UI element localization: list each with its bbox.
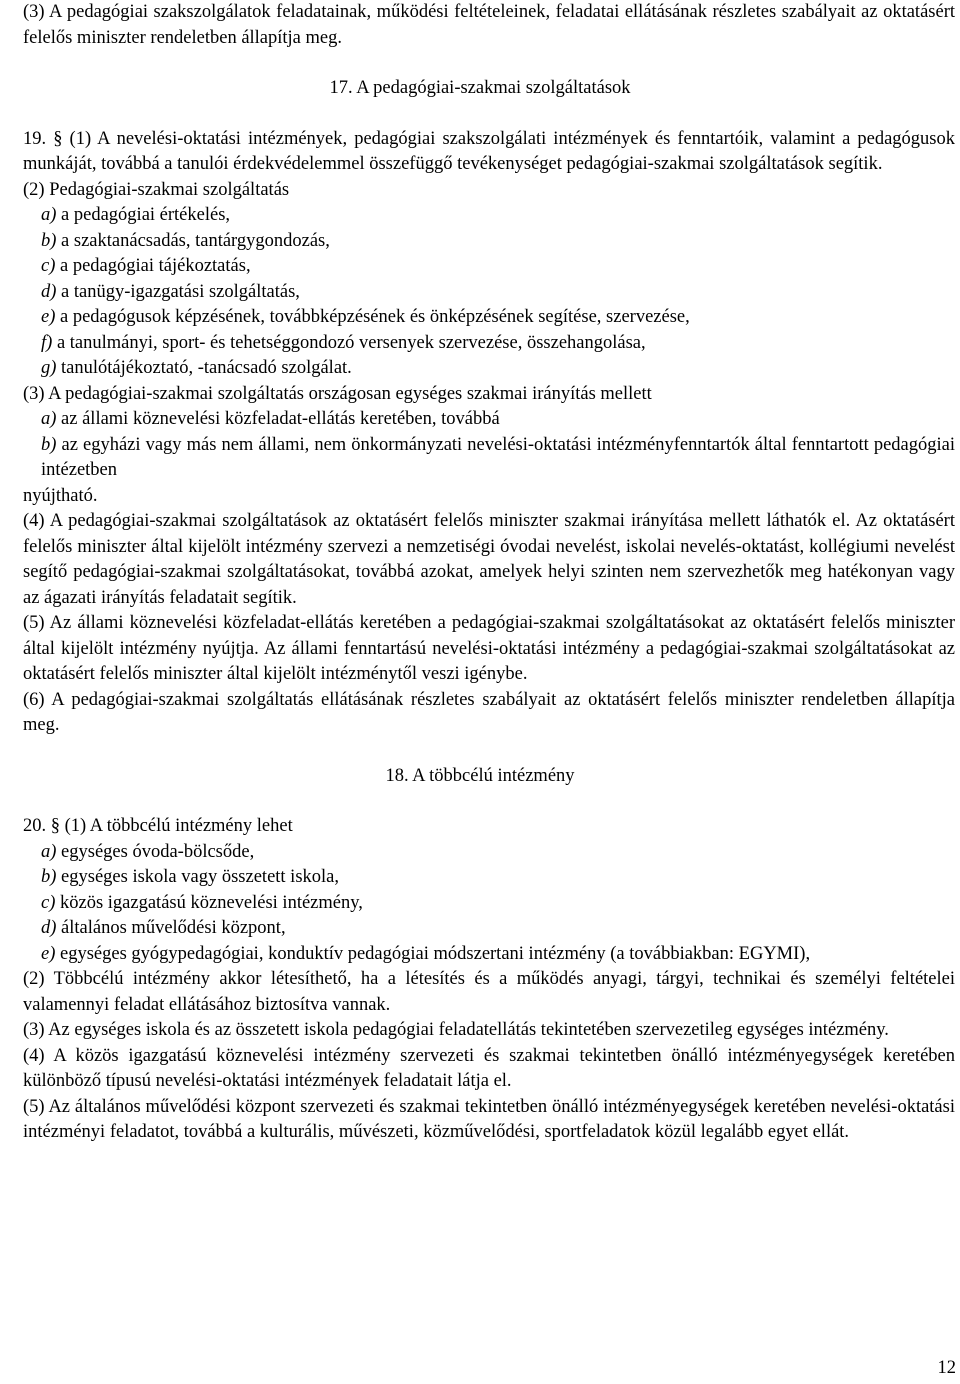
list-text: a pedagógusok képzésének, továbbképzésének és önképzésének segítése, szervezése, xyxy=(55,307,690,327)
list-marker: d) xyxy=(41,918,57,938)
paragraph: 19. § (1) A nevelési-oktatási intézmények, pedagógiai szakszolgálati intézmények és fenntartóik, valamint a pedagógusok munkáját, továbbá a tanulói érdekvédelemmel összefüggő tevékenységet pedagógiai-szakmai szolgáltatások segítik. xyxy=(23,128,955,174)
paragraph: 20. § (1) A többcélú intézmény lehet xyxy=(23,816,293,836)
list-marker: a) xyxy=(41,205,57,225)
page-number: 12 xyxy=(937,1358,956,1378)
list-text: az állami köznevelési közfeladat-ellátás keretében, továbbá xyxy=(56,409,500,429)
list-item xyxy=(5,916,955,942)
paragraph: (2) Pedagógiai-szakmai szolgáltatás xyxy=(23,179,290,200)
list-item xyxy=(5,407,955,433)
list-text: a tanügy-igazgatási szolgáltatás, xyxy=(56,281,300,302)
list-marker: e) xyxy=(41,307,56,327)
section-heading: 18. A többcélú intézmény xyxy=(385,765,575,786)
list-text: közös igazgatású köznevelési intézmény, xyxy=(55,892,363,913)
list-text: a pedagógiai tájékoztatás, xyxy=(55,256,251,276)
list-marker: g) xyxy=(41,358,57,378)
list-text: egységes iskola vagy összetett iskola, xyxy=(56,867,339,887)
list-item xyxy=(5,865,955,891)
paragraph: nyújtható. xyxy=(23,485,98,506)
list xyxy=(5,840,955,968)
list-marker: c) xyxy=(41,892,56,913)
list-marker: b) xyxy=(41,434,57,455)
list-marker: c) xyxy=(41,256,56,276)
list-marker: b) xyxy=(41,230,57,251)
list-item xyxy=(5,356,955,382)
list-text: a tanulmányi, sport- és tehetséggondozó versenyek szervezése, összehangolása, xyxy=(52,332,646,353)
list-marker: b) xyxy=(41,867,57,887)
list-item xyxy=(5,229,955,255)
paragraph: (4) A pedagógiai-szakmai szolgáltatások az oktatásért felelős miniszter szakmai irányítása mellett láthatók el. Az oktatásért felelős miniszter által kijelölt intézmény szervezi a nemzetiségi óvodai nevelést, iskolai nevelés-oktatást, kollégiumi nevelést segítő pedagógiai-szakmai szolgáltatásokat, továbbá azokat, amelyek helyi szinten nem szervezhetők meg hatékonyan vagy az ágazati irányítás feladatait segítik. xyxy=(23,511,955,608)
list-item xyxy=(5,305,955,331)
list-item xyxy=(5,331,955,357)
paragraph: (2) Többcélú intézmény akkor létesíthető, ha a létesítés és a működés anyagi, tárgyi, technikai és személyi feltételei valamennyi feladat ellátásához biztosítva vannak. xyxy=(23,969,955,1015)
list-item xyxy=(5,891,955,917)
paragraph: (6) A pedagógiai-szakmai szolgáltatás ellátásának részletes szabályait az oktatásért felelős miniszter rendeletben állapítja meg. xyxy=(23,689,955,735)
list xyxy=(5,203,955,382)
list-marker: f) xyxy=(41,332,53,353)
list-item xyxy=(5,254,955,280)
list-text: tanulótájékoztató, -tanácsadó szolgálat. xyxy=(56,358,352,378)
paragraph: (5) Az állami köznevelési közfeladat-ellátás keretében a pedagógiai-szakmai szolgáltatásokat az oktatásért felelős miniszter által kijelölt intézmény nyújtja. Az állami fenntartású nevelési-oktatási intézmény a pedagógiai-szakmai szolgáltatásokat az oktatásért felelős miniszter által kijelölt intézménytől veszi igénybe. xyxy=(23,613,955,684)
paragraph: (5) Az általános művelődési központ szervezeti és szakmai tekintetben önálló intézményegységek keretében nevelési-oktatási intézményi feladatot, továbbá a kulturális, művészeti, közművelődési, sportfeladatok közül legalább egyet ellát. xyxy=(23,1096,955,1142)
list-text: a pedagógiai értékelés, xyxy=(56,205,231,225)
list-text: a szaktanácsadás, tantárgygondozás, xyxy=(56,230,330,251)
section-heading: 17. A pedagógiai-szakmai szolgáltatások xyxy=(329,78,631,98)
list-item xyxy=(5,280,955,306)
list-item xyxy=(5,942,955,968)
list-marker: a) xyxy=(41,409,57,429)
paragraph: (4) A közös igazgatású köznevelési intézmény szervezeti és szakmai tekintetben önálló intézményegységek keretében különböző típusú nevelési-oktatási intézmények feladatait látja el. xyxy=(23,1045,955,1091)
list-marker: e) xyxy=(41,943,56,964)
list-item xyxy=(5,433,955,484)
list-item xyxy=(5,840,955,866)
list-marker: a) xyxy=(41,841,57,862)
list-text: egységes óvoda-bölcsőde, xyxy=(56,841,255,862)
list xyxy=(5,407,955,484)
paragraph: (3) Az egységes iskola és az összetett iskola pedagógiai feladatellátás tekintetében szervezetileg egységes intézmény. xyxy=(23,1020,889,1040)
list-marker: d) xyxy=(41,281,57,302)
paragraph: (3) A pedagógiai-szakmai szolgáltatás országosan egységes szakmai irányítás mellett xyxy=(23,383,652,404)
paragraph: (3) A pedagógiai szakszolgálatok feladatainak, működési feltételeinek, feladatai ellátásának részletes szabályait az oktatásért felelős miniszter rendeletben állapítja meg. xyxy=(23,2,955,48)
list-text: általános művelődési központ, xyxy=(56,918,286,938)
list-item xyxy=(5,203,955,229)
document-page xyxy=(5,0,955,1146)
list-text: az egyházi vagy más nem állami, nem önkormányzati nevelési-oktatási intézményfenntartók által fenntartott pedagógiai intézetben xyxy=(41,434,955,480)
list-text: egységes gyógypedagógiai, konduktív pedagógiai módszertani intézmény (a továbbiakban: EGYMI), xyxy=(55,943,811,964)
